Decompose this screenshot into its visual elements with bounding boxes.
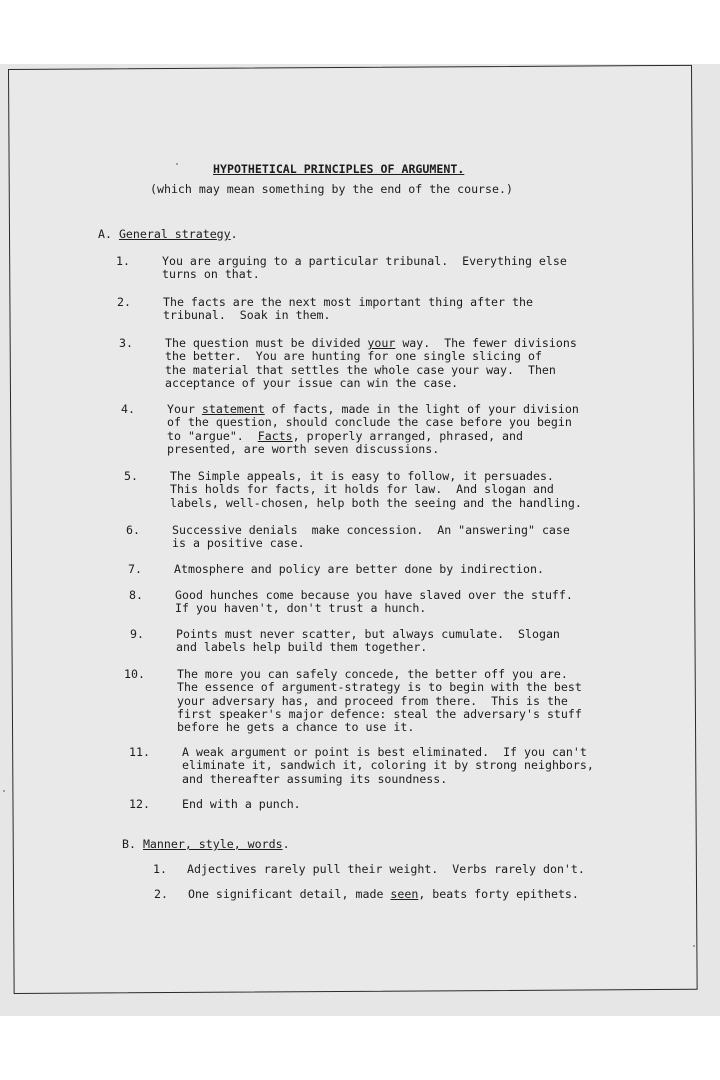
document-subtitle: (which may mean something by the end of the course.) xyxy=(150,182,513,196)
scan-speck xyxy=(3,790,5,792)
section-a-heading: A. General strategy. xyxy=(98,227,238,241)
section-b-heading: B. Manner, style, words. xyxy=(122,837,290,851)
scan-speck xyxy=(176,163,178,165)
document-title: HYPOTHETICAL PRINCIPLES OF ARGUMENT. xyxy=(213,162,465,176)
scan-speck xyxy=(693,945,695,947)
